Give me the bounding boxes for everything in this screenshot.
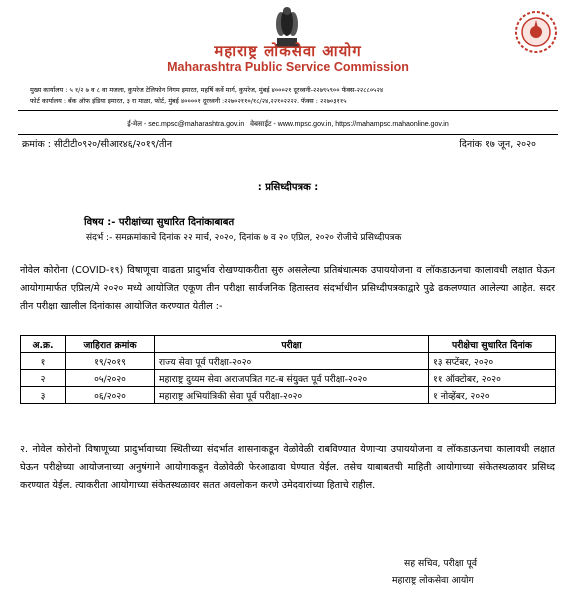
website-label: वेबसाईट - [250,121,276,128]
fort-office-address: फोर्ट कार्यालय : बँक ऑफ इंडिया इमारत, ३ रा माळा, फोर्ट, मुंबई ४००००१ दूरध्वनी :२२७०२११०/१८/२४,२२१०२२२२. फॅक्स : २२७०३११५ [30,97,347,105]
signatory-title: सह सचिव, परीक्षा पूर्व [404,558,477,569]
header-divider-bottom [18,134,558,135]
email-label: ई-मेल - [127,121,147,128]
cell-revised-date: ११ ऑक्टोबर, २०२० [429,370,556,387]
col-exam: परीक्षा [155,336,429,353]
reference-number: क्रमांक : सीटीटी०९२०/सीआर४६/२०१९/तीन [22,139,172,150]
org-name-english: Maharashtra Public Service Commission [167,60,409,74]
col-serial: अ.क्र. [21,336,66,353]
cell-exam: राज्य सेवा पूर्व परीक्षा-२०२० [155,353,429,370]
header-divider-top [18,110,558,111]
exam-schedule-table [20,335,556,404]
table-row [21,370,556,387]
cell-revised-date: १३ सप्टेंबर, २०२० [429,353,556,370]
paragraph-2: २. नोवेल कोरोनो विषाणूच्या प्रादुर्भावाच्या स्थितीच्या संदर्भात शासनाकडून वेळोवेळी राबविण्यात येणाऱ्या उपाययोजना व लॉकडाऊनचा कालावधी लक्षात घेऊन परीक्षेच्या आयोजनाच्या अनुषंगाने आयोगाकडून वेळोवेळी फेरआढावा घेण्यात येईल. तसेच याबाबतची माहिती आयोगाच्या संकेतस्थळावर प्रसिध्द करण्यात येईल. त्याकरीता आयोगाच्या संकेतस्थळावर सतत अवलोकन करणे उमेदवारांच्या हिताचे राहील. [20,444,555,491]
table-row [21,387,556,404]
col-revised-date: परीक्षेचा सुधारित दिनांक [429,336,556,353]
cell-serial: १ [21,353,66,370]
press-release-heading: : प्रसिध्दीपत्रक : [257,182,319,193]
table-row [21,353,556,370]
reference-context: संदर्भ :- समक्रमांकाचे दिनांक २२ मार्च, २०२०, दिनांक ७ व २० एप्रिल, २०२० रोजीचे प्रसिध्दीपत्रक [86,233,402,243]
paragraph-1: नोवेल कोरोना (COVID-१९) विषाणूचा वाढता प्रादुर्भाव रोखण्याकरीता सुरु असलेल्या प्रतिबंधात्मक उपाययोजना व लॉकडाऊनचा कालावधी लक्षात घेऊन आयोगामार्फत एप्रिल/मे २०२० मध्ये आयोजित एकूण तीन परीक्षा सार्वजनिक हितास्तव संदर्भाधीन प्रसिध्दीपत्रकाद्वारे पुढे ढकलण्यात आलेल्या आहेत. सदर तीन परीक्षा खालील दिनांकास आयोजित करण्यात येतील :- [20,265,555,312]
document-date: दिनांक १७ जून, २०२० [459,139,536,150]
cell-exam: महाराष्ट्र अभियांत्रिकी सेवा पूर्व परीक्षा-२०२० [155,387,429,404]
subject-line: विषय :- परीक्षांच्या सुधारित दिनांकाबाबत [84,217,235,228]
cell-advt-no: ०५/२०२० [66,370,155,387]
cell-advt-no: १९/२०१९ [66,353,155,370]
cell-advt-no: ०६/२०२० [66,387,155,404]
cell-revised-date: १ नोव्हेंबर, २०२० [429,387,556,404]
org-name-marathi: महाराष्ट्र लोकसेवा आयोग [214,42,362,60]
col-advt-no: जाहिरात क्रमांक [66,336,155,353]
signatory-organization: महाराष्ट्र लोकसेवा आयोग [392,575,474,586]
cell-serial: ३ [21,387,66,404]
contact-line [0,120,576,129]
table-header-row [21,336,556,353]
cell-serial: २ [21,370,66,387]
website-link[interactable]: www.mpsc.gov.in, https://mahampsc.mahaonline.gov.in [277,121,449,128]
main-office-address: मुख्य कार्यालय : ५ १/२ ७ व ८ वा मजला, कुपरेज टेलिफोन निगम इमारत, महर्षि कर्वे मार्ग, कुपरेज, मुंबई ४०००२१ दूरध्वनी-२२७९५९०० फॅक्स-२२८८०५२४ [30,86,384,94]
cell-exam: महाराष्ट्र दुय्यम सेवा अराजपत्रित गट-ब संयुक्त पूर्व परीक्षा-२०२० [155,370,429,387]
email-link[interactable]: sec.mpsc@maharashtra.gov.in [148,121,245,128]
